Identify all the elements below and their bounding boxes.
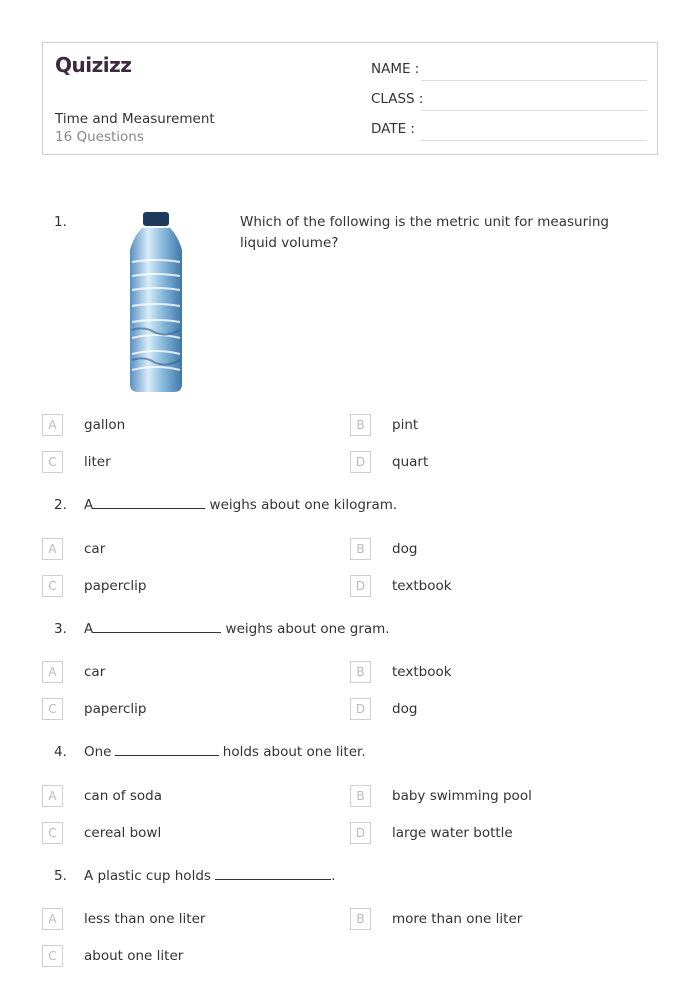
option-letter-box[interactable]: C (42, 822, 63, 844)
option-text: car (84, 541, 106, 557)
option-letter-box[interactable]: D (350, 575, 371, 597)
worksheet-title: Time and Measurement (55, 111, 215, 127)
option-letter-box[interactable]: B (350, 785, 371, 807)
question-text-after: weighs about one kilogram. (209, 497, 398, 513)
question-text-after: holds about one liter. (222, 744, 366, 760)
option-letter-box[interactable]: C (42, 698, 63, 720)
question-text-after: weighs about one gram. (225, 621, 390, 637)
question-5-text (84, 866, 336, 887)
question-4-number: 4. (54, 744, 67, 760)
name-line[interactable] (421, 80, 647, 81)
option-letter-box[interactable]: A (42, 538, 63, 560)
question-count: 16 Questions (55, 129, 144, 145)
option-text: dog (392, 701, 418, 717)
question-4-text (84, 742, 366, 763)
option-letter-box[interactable]: A (42, 414, 63, 436)
option-text: paperclip (84, 578, 147, 594)
question-text-before: A plastic cup holds (84, 868, 211, 884)
option-letter-box[interactable]: D (350, 698, 371, 720)
option-letter-box[interactable]: A (42, 661, 63, 683)
option-text: can of soda (84, 788, 162, 804)
question-text-before: A (84, 621, 94, 637)
water-bottle-image (124, 210, 188, 394)
answer-blank (215, 867, 331, 881)
class-field[interactable] (371, 89, 647, 111)
question-2-number: 2. (54, 497, 67, 513)
date-label: DATE : (371, 121, 415, 137)
option-text: about one liter (84, 948, 184, 964)
option-letter-box[interactable]: A (42, 785, 63, 807)
option-text: dog (392, 541, 418, 557)
option-text: quart (392, 454, 429, 470)
class-label: CLASS : (371, 91, 424, 107)
question-text-after: . (331, 868, 336, 884)
option-letter-box[interactable]: C (42, 575, 63, 597)
answer-blank (115, 743, 219, 757)
date-field[interactable] (371, 119, 647, 141)
option-text: cereal bowl (84, 825, 162, 841)
question-1-text: Which of the following is the metric unit for measuring liquid volume? (240, 214, 609, 251)
option-letter-box[interactable]: C (42, 945, 63, 967)
quizizz-logo: Quizizz (55, 53, 132, 77)
date-line[interactable] (421, 140, 647, 141)
option-letter-box[interactable]: A (42, 908, 63, 930)
option-letter-box[interactable]: C (42, 451, 63, 473)
option-text: liter (84, 454, 111, 470)
question-2-text (84, 495, 397, 516)
name-label: NAME : (371, 61, 420, 77)
option-text: pint (392, 417, 419, 433)
question-text-before: One (84, 744, 112, 760)
option-text: paperclip (84, 701, 147, 717)
question-5-number: 5. (54, 868, 67, 884)
option-text: less than one liter (84, 911, 206, 927)
worksheet-header (42, 42, 658, 155)
question-text-before: A (84, 497, 94, 513)
option-letter-box[interactable]: B (350, 661, 371, 683)
option-text: baby swimming pool (392, 788, 532, 804)
name-field[interactable] (371, 59, 647, 81)
class-line[interactable] (421, 110, 647, 111)
option-text: textbook (392, 578, 452, 594)
question-3-number: 3. (54, 621, 67, 637)
answer-blank (93, 496, 205, 510)
question-1-number: 1. (54, 214, 67, 230)
question-3-text (84, 619, 390, 640)
option-letter-box[interactable]: B (350, 538, 371, 560)
answer-blank (93, 620, 221, 634)
option-text: car (84, 664, 106, 680)
option-letter-box[interactable]: B (350, 414, 371, 436)
option-letter-box[interactable]: D (350, 822, 371, 844)
option-text: large water bottle (392, 825, 513, 841)
option-text: more than one liter (392, 911, 523, 927)
option-text: gallon (84, 417, 126, 433)
option-text: textbook (392, 664, 452, 680)
option-letter-box[interactable]: D (350, 451, 371, 473)
option-letter-box[interactable]: B (350, 908, 371, 930)
